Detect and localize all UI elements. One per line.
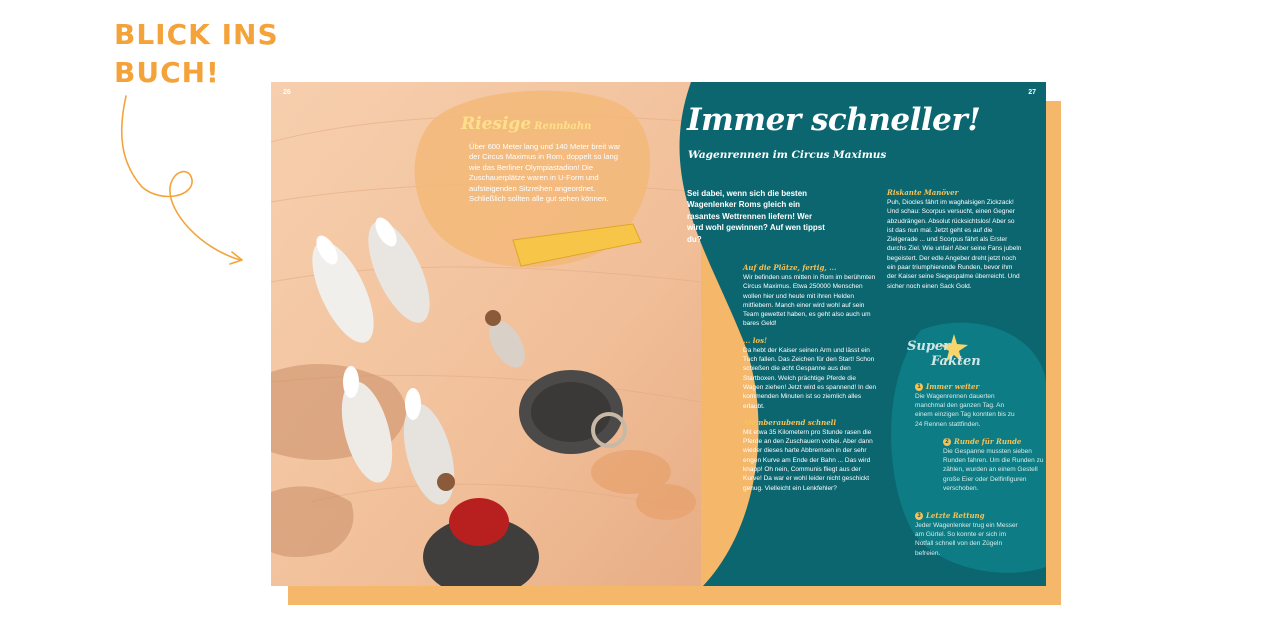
fact-text: Jeder Wagenlenker trug ein Messer am Gürtel. So konnte er sich im Notfall schnell von den Zügeln befreien.	[915, 522, 1018, 557]
fact-heading-text: Runde für Runde	[954, 437, 1022, 446]
headline-line-2: BUCH!	[114, 56, 220, 89]
super-fakten-line-2: Fakten	[931, 354, 981, 369]
section-heading: ... los!	[743, 335, 768, 345]
section-text: Da hebt der Kaiser seinen Arm und lässt ein Tuch fallen. Das Zeichen für den Start! Schon schießen die acht Gespanne aus den Startboxen. Welch prächtige Pferde die Wagen ziehen! Jetzt wird es spannend! In den kommenden Minuten ist so ziemlich alles erlaubt.	[743, 346, 877, 410]
page-title: Immer schneller!	[687, 102, 981, 138]
article-column-1	[743, 263, 878, 500]
super-fakten-title	[907, 339, 981, 369]
section-heading: Atemberaubend schnell	[743, 417, 836, 427]
page-subtitle: Wagenrennen im Circus Maximus	[688, 149, 887, 161]
super-fakten-line-1: Super	[907, 339, 951, 354]
fact-heading-text: Immer weiter	[926, 382, 980, 391]
section-text: Wir befinden uns mitten in Rom im berühmten Circus Maximus. Etwa 250000 Menschen wollen hier und heute mit ihren Helden mitfiebern. Manch einer wird wohl auf sein Team gewettet haben, es geht also auch um bares Geld!	[743, 274, 876, 328]
section-heading: Riskante Manöver	[887, 188, 959, 197]
left-page-number: 26	[283, 89, 291, 96]
fact-number-badge: 3	[915, 512, 923, 520]
fact-number-badge: 1	[915, 383, 923, 391]
intro-text: Sei dabei, wenn sich die besten Wagenlenker Roms gleich ein rasantes Wettrennen liefern! Wer wird wohl gewinnen? Auf wen tippst du?	[687, 189, 825, 244]
info-box-title	[461, 114, 591, 134]
fact-text: Die Gespanne mussten sieben Runden fahren. Um die Runden zu zählen, wurden an einem Gestell große Eier oder Delfinfiguren verschoben.	[943, 448, 1044, 492]
section-heading: Auf die Plätze, fertig, ...	[743, 263, 837, 272]
info-box-title-sub: Rennbahn	[534, 121, 592, 132]
section-text: Puh, Diocles fährt im waghalsigen Zickzack! Und schau: Scorpus versucht, einen Gegner abzudrängen. Absolut rücksichtslos! Aber so ist das nun mal. Jetzt geht es auf die Zielgerade ... und Scorpus fährt als Erster durchs Ziel. Wie unfair! Aber seine Fans jubeln begeistert. Der edle Angeber dreht jetzt noch ein paar triumphierende Runden, bevor ihm der Kaiser seine Siegespalme überreicht. Und sicher noch einen Sack Gold.	[887, 199, 1022, 290]
fact-number-badge: 2	[943, 438, 951, 446]
fact-heading	[915, 382, 1023, 392]
blick-ins-buch-headline	[114, 16, 279, 92]
headline-line-1: BLICK INS	[114, 18, 279, 51]
book-spread	[271, 82, 1046, 586]
info-box-text: Über 600 Meter lang und 140 Meter breit war der Circus Maximus in Rom, doppelt so lang wie das Berliner Olympiastadion! Die Zuschauerplätze waren in U-Form und aufsteigenden Sitzreihen angeordnet. Schließlich sollten alle gut sehen können.	[469, 142, 621, 204]
fact-text: Die Wagenrennen dauerten manchmal den ganzen Tag. An einem einzigen Tag konnten bis zu 24 Rennen stattfinden.	[915, 393, 1015, 428]
curly-arrow-icon	[112, 92, 252, 272]
article-column-2	[887, 188, 1022, 298]
fact-item	[943, 437, 1046, 493]
fact-heading	[943, 437, 1046, 447]
fact-item	[915, 511, 1023, 558]
fact-heading-text: Letzte Rettung	[926, 511, 985, 520]
info-box-title-main: Riesige	[461, 114, 532, 134]
fact-item	[915, 382, 1023, 429]
section-text: Mit etwa 35 Kilometern pro Stunde rasen die Pferde an den Zuschauern vorbei. Aber dann wieder dieses harte Abbremsen in der sehr engen Kurve am Ende der Bahn ... Das wird knapp! Oh nein, Communis fliegt aus der Kurve! Da war er wohl leider nicht geschickt genug. Vielleicht ein Lenkfehler?	[743, 428, 873, 492]
fact-heading	[915, 511, 1023, 521]
right-page-number: 27	[1028, 89, 1036, 96]
